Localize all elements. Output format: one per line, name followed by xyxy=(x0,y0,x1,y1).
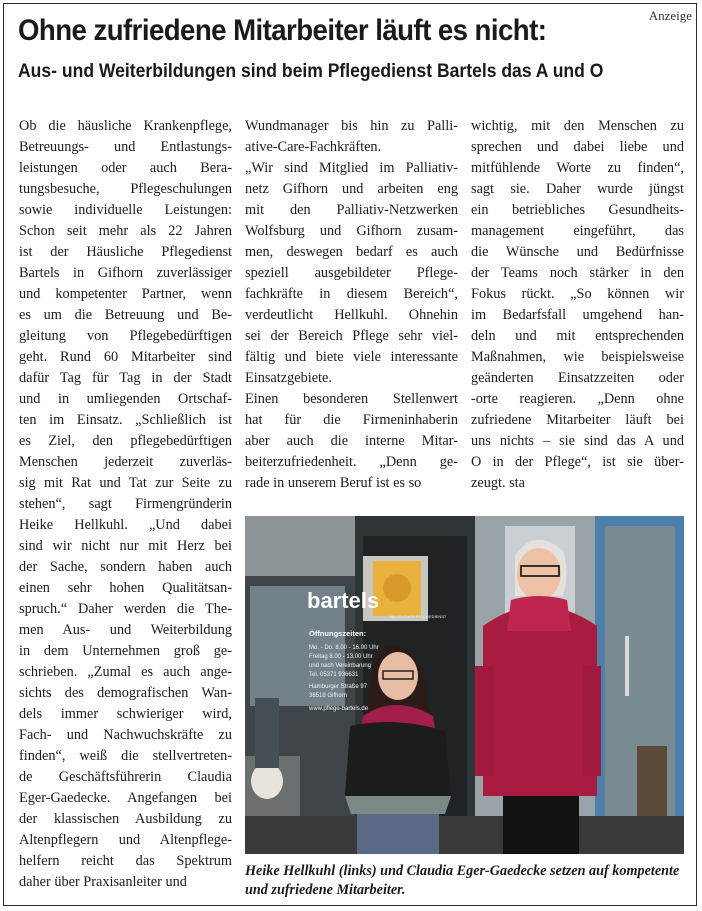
text-line: de Geschäftsführerin Claudia xyxy=(19,769,232,785)
text-line: mit den Palliativ-Netzwerken xyxy=(245,202,458,218)
text-line: einen sehr hohen Qualitätsan- xyxy=(19,580,232,596)
text-line: Wundmanager bis hin zu Palli- xyxy=(245,118,458,134)
text-line: finden“, weiß die stellvertreten- xyxy=(19,748,232,764)
text-line: beiterzufriedenheit. „Denn ge- xyxy=(245,454,458,470)
text-line: geänderten Einsatzzeiten oder xyxy=(471,370,684,386)
text-line: Wolfsburg und Gifhorn zusam- xyxy=(245,223,458,239)
photo-logo-sub: HÄUSLICHER PFLEGEDIENST xyxy=(389,614,447,619)
text-line: Einen besonderen Stellenwert xyxy=(245,391,458,407)
text-line: tungsbesuche, Pflegeschulungen xyxy=(19,181,232,197)
text-line: und in umliegenden Ortschaf- xyxy=(19,391,232,407)
text-line: und kompetenter Partner, wenn xyxy=(19,286,232,302)
text-line: in dem Unternehmen groß ge- xyxy=(19,643,232,659)
text-line: Einsatzgebiete. xyxy=(245,370,332,386)
text-line: men Aus- und Weiterbildung xyxy=(19,622,232,638)
text-line: ist der Häusliche Pflegedienst xyxy=(19,244,232,260)
text-line: zeugt. sta xyxy=(471,475,525,491)
text-line: Menschen jederzeit zuverläs- xyxy=(19,454,232,470)
text-line: sind wir nicht nur mit Herz bei xyxy=(19,538,232,554)
article-column-2 xyxy=(245,116,458,494)
text-line: spruch.“ Daher werden die The- xyxy=(19,601,232,617)
text-line: Fokus rückt. „So können wir xyxy=(471,286,684,302)
text-line: im Bedarfsfall umgehend han- xyxy=(471,307,684,323)
text-line: stehen“, sagt Firmengründerin xyxy=(19,496,232,512)
text-line: der Teams noch stärker in den xyxy=(471,265,684,281)
text-line: dels immer schwieriger wird, xyxy=(19,706,232,722)
text-line: sowie individuelle Leistungen: xyxy=(19,202,232,218)
text-line: ein betriebliches Gesundheits- xyxy=(471,202,684,218)
photo-logo: bartels xyxy=(307,588,380,613)
text-line: gleitung von Pflegebedürftigen xyxy=(19,328,232,344)
text-line: aber auch die interne Mitar- xyxy=(245,433,458,449)
text-line: der klassischen Ausbildung zu xyxy=(19,811,232,827)
text-line: Fach- und Nachwuchskräfte zu xyxy=(19,727,232,743)
text-line: management eingeführt, das xyxy=(471,223,684,239)
text-line: deln und mit entsprechenden xyxy=(471,328,684,344)
text-line: sichts des demografischen Wan- xyxy=(19,685,232,701)
text-line: Altenpflegern und Altenpflege- xyxy=(19,832,232,848)
text-line: hat für die Firmeninhaberin xyxy=(245,412,458,428)
text-line: der Sache, sondern haben auch xyxy=(19,559,232,575)
text-line: fältig und biete viele interessante xyxy=(245,349,458,365)
text-line: uns nichts – sie sind das A und xyxy=(471,433,684,449)
text-line: mitfühlende Worte zu finden“, xyxy=(471,160,684,176)
photo-sign-line-1: Mo. - Do. 8.00 - 16.00 Uhr xyxy=(309,645,379,651)
text-line: ative-Care-Fachkräften. xyxy=(245,139,382,155)
text-line: ten im Einsatz. „Schließlich ist xyxy=(19,412,232,428)
text-line: sig mit Rat und Tat zur Seite zu xyxy=(19,475,232,491)
text-line: rade in unserem Beruf ist es so xyxy=(245,475,422,491)
text-line: fachkräfte in diesem Bereich“, xyxy=(245,286,458,302)
text-line: Maßnahmen, wie beispielsweise xyxy=(471,349,684,365)
text-line: zufriedene Mitarbeiter läuft bei xyxy=(471,412,684,428)
text-line: Eger-Gaedecke. Angefangen bei xyxy=(19,790,232,806)
text-line: wichtig, mit den Menschen zu xyxy=(471,118,684,134)
photo-sign-line-4: Tel. 05371 936631 xyxy=(309,672,359,678)
text-line: dafür Tag für Tag in der Stadt xyxy=(19,370,232,386)
text-line: sprechen und dabei liebe und xyxy=(471,139,684,155)
photo-sign-line-2: Freitag 8.00 - 13.00 Uhr xyxy=(309,654,373,660)
text-line: -orte reagieren. „Denn ohne xyxy=(471,391,684,407)
text-line: leistungen oder auch Bera- xyxy=(19,160,232,176)
text-line: daher über Praxisanleiter und xyxy=(19,874,187,890)
text-line: „Wir sind Mitglied im Palliativ- xyxy=(245,160,458,176)
text-line: speziell ausgebildeter Pflege- xyxy=(245,265,458,281)
photo-caption: Heike Hellkuhl (links) und Claudia Eger-Gaedecke setzen auf kompetente und zufriedene Mitarbeiter. xyxy=(245,863,680,898)
text-line: Bartels in Gifhorn zuverlässiger xyxy=(19,265,232,281)
headline: Ohne zufriedene Mitarbeiter läuft es nicht: xyxy=(18,14,547,47)
subheadline: Aus- und Weiterbildungen sind beim Pflegedienst Bartels das A und O xyxy=(18,60,604,82)
text-line: sei der Bereich Pflege sehr viel- xyxy=(245,328,458,344)
text-line: Heike Hellkuhl. „Und dabei xyxy=(19,517,232,533)
text-line: geht. Rund 60 Mitarbeiter sind xyxy=(19,349,232,365)
text-line: sagt sie. Daher wurde jüngst xyxy=(471,181,684,197)
text-line: die Wünsche und Bedürfnisse xyxy=(471,244,684,260)
article-photo xyxy=(245,516,684,854)
photo-sign-url: www.pflege-bartels.de xyxy=(309,706,369,712)
photo-sign-heading: Öffnungszeiten: xyxy=(309,629,367,638)
article-column-1 xyxy=(19,116,232,893)
text-line: helfern reicht das Spektrum xyxy=(19,853,232,869)
text-line: O in der Pflege“, ist sie über- xyxy=(471,454,684,470)
text-line: Ob die häusliche Krankenpflege, xyxy=(19,118,232,134)
text-line: Schon seit mehr als 22 Jahren xyxy=(19,223,232,239)
text-line: netz Gifhorn und arbeiten eng xyxy=(245,181,458,197)
photo-sign-line-3: und nach Vereinbarung xyxy=(309,663,372,669)
text-line: Betreuungs- und Entlastungs- xyxy=(19,139,232,155)
text-line: schrieben. „Zumal es auch ange- xyxy=(19,664,232,680)
photo-sign-line-6: 38518 Gifhorn xyxy=(309,693,348,699)
text-line: verdeutlicht Hellkuhl. Ohnehin xyxy=(245,307,458,323)
text-line: es um die Betreuung und Be- xyxy=(19,307,232,323)
ad-label: Anzeige xyxy=(648,8,692,23)
photo-sign-line-5: Hamburger Straße 97 xyxy=(309,684,368,690)
text-line: men, deswegen bedarf es auch xyxy=(245,244,458,260)
article-column-3 xyxy=(471,116,684,494)
text-line: es Ziel, den pflegebedürftigen xyxy=(19,433,232,449)
